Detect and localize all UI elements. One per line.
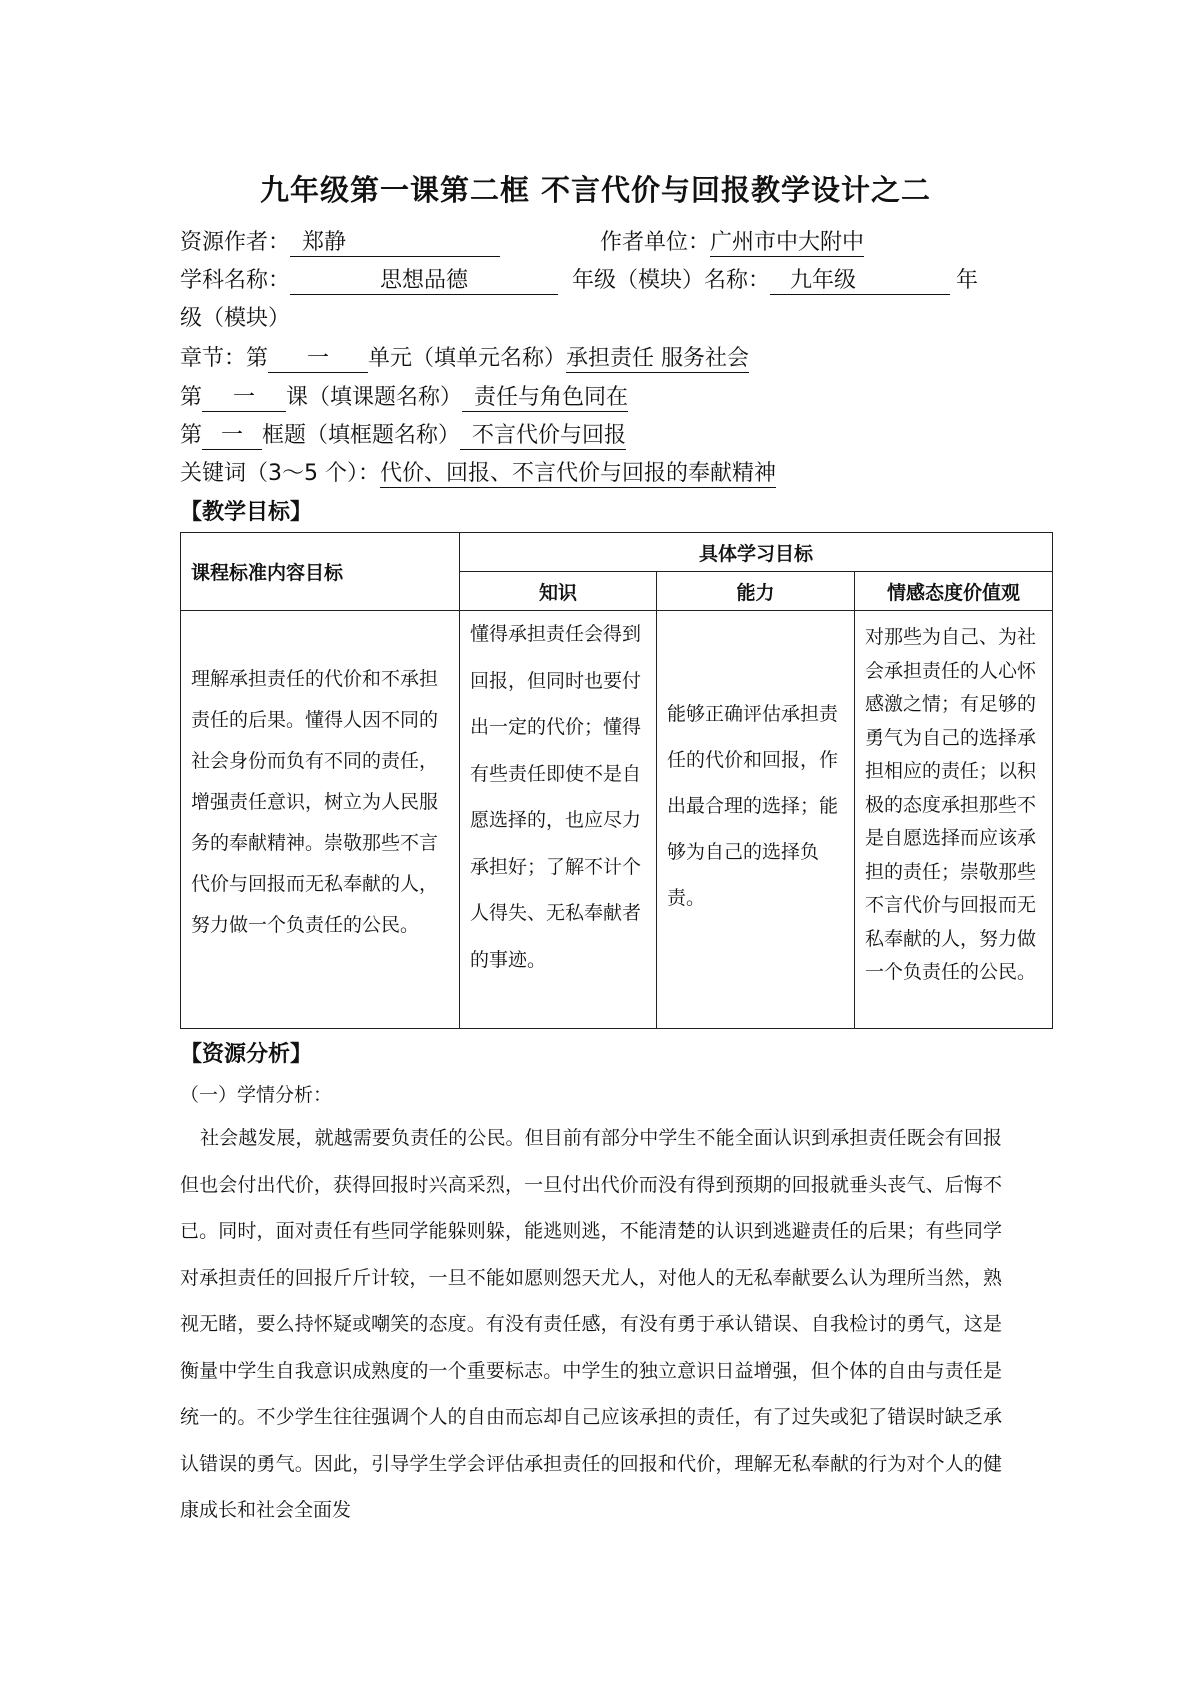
chapter-prefix: 章节：第 [180,346,269,371]
chapter-number: 一 [268,346,368,373]
lesson-number: 一 [202,385,286,412]
grade-label: 年级（模块）名称： [572,268,771,293]
chapter-name: 承担责任 服务社会 [566,346,750,371]
unit-value: 广州市中大附中 [710,230,865,255]
author-label: 资源作者： [180,230,291,255]
ability-cell: 能够正确评估承担责任的代价和回报，作出最合理的选择；能够为自己的选择负责。 [657,611,855,1029]
col-standard-header: 课程标准内容目标 [181,533,460,611]
lesson-name: 责任与角色同在 [462,385,628,412]
analysis-paragraph: 社会越发展，就越需要负责任的公民。但目前有部分中学生不能全面认识到承担责任既会有回报但也会付出代价，获得回报时兴高采烈，一旦付出代价而没有得到预期的回报就垂头丧气、后悔不已。同时，面对责任有些同学能躲则躲，能逃则逃，不能清楚的认识到逃避责任的后果；有些同学对承担责任的回报斤斤计较，一旦不能如愿则怨天尤人，对他人的无私奉献要么认为理所当然，熟视无睹，要么持怀疑或嘲笑的态度。有没有责任感，有没有勇于承认错误、自我检讨的勇气，这是衡量中学生自我意识成熟度的一个重要标志。中学生的独立意识日益增强，但个体的自由与责任是统一的。不少学生往往强调个人的自由而忘却自己应该承担的责任，有了过失或犯了错误时缺乏承认错误的勇气。因此，引导学生学会评估承担责任的回报和代价，理解无私奉献的行为对个人的健康成长和社会全面发 [180,1127,1002,1521]
col-ability-header: 能力 [657,572,855,611]
analysis-subheading: （一）学情分析： [180,1084,333,1106]
grade-wrap-line: 级（模块） [180,306,291,331]
frame-mid: 框题（填框题名称） [262,423,461,448]
frame-number: 一 [202,423,262,450]
col-emotion-header: 情感态度价值观 [855,572,1053,611]
analysis-heading: 【资源分析】 [180,1042,313,1067]
goals-heading: 【教学目标】 [180,500,313,525]
subject-label: 学科名称： [180,268,291,293]
frame-prefix: 第 [180,423,203,448]
subject-line [180,266,978,296]
grade-suffix: 年 [956,268,979,293]
lesson-prefix: 第 [180,385,203,410]
subject-value: 思想品德 [290,268,558,295]
keywords-value: 代价、回报、不言代价与回报的奉献精神 [380,461,777,486]
grade-value: 九年级 [770,268,950,295]
lesson-mid: 课（填课题名称） [286,385,463,410]
frame-line [180,421,626,451]
teaching-goals-table [180,532,1053,1029]
col-knowledge-header: 知识 [460,572,657,611]
standard-cell: 理解承担责任的代价和不承担责任的后果。懂得人因不同的社会身份而负有不同的责任，增强责任意识，树立为人民服务的奉献精神。崇敬那些不言代价与回报而无私奉献的人，努力做一个负责任的公民。 [181,611,460,1029]
frame-name: 不言代价与回报 [460,423,626,450]
keywords-label: 关键词（3～5 个）： [180,461,380,486]
chapter-line [180,344,749,374]
knowledge-cell: 懂得承担责任会得到回报，但同时也要付出一定的代价；懂得有些责任即使不是自愿选择的，也应尽力承担好；了解不计个人得失、无私奉献者的事迹。 [460,611,657,1029]
chapter-mid: 单元（填单元名称） [368,346,567,371]
author-value: 郑静 [290,230,500,257]
emotion-cell: 对那些为自己、为社会承担责任的人心怀感激之情；有足够的勇气为自己的选择承担相应的责任；以积极的态度承担那些不是自愿选择而应该承担的责任；崇敬那些不言代价与回报而无私奉献的人，努力做一个负责任的公民。 [855,611,1053,1029]
unit-label: 作者单位： [600,230,711,255]
lesson-line [180,383,628,413]
col-specific-header: 具体学习目标 [460,533,1053,572]
author-line [180,228,864,258]
document-title: 九年级第一课第二框 不言代价与回报教学设计之二 [259,173,932,207]
keywords-line [180,459,776,489]
